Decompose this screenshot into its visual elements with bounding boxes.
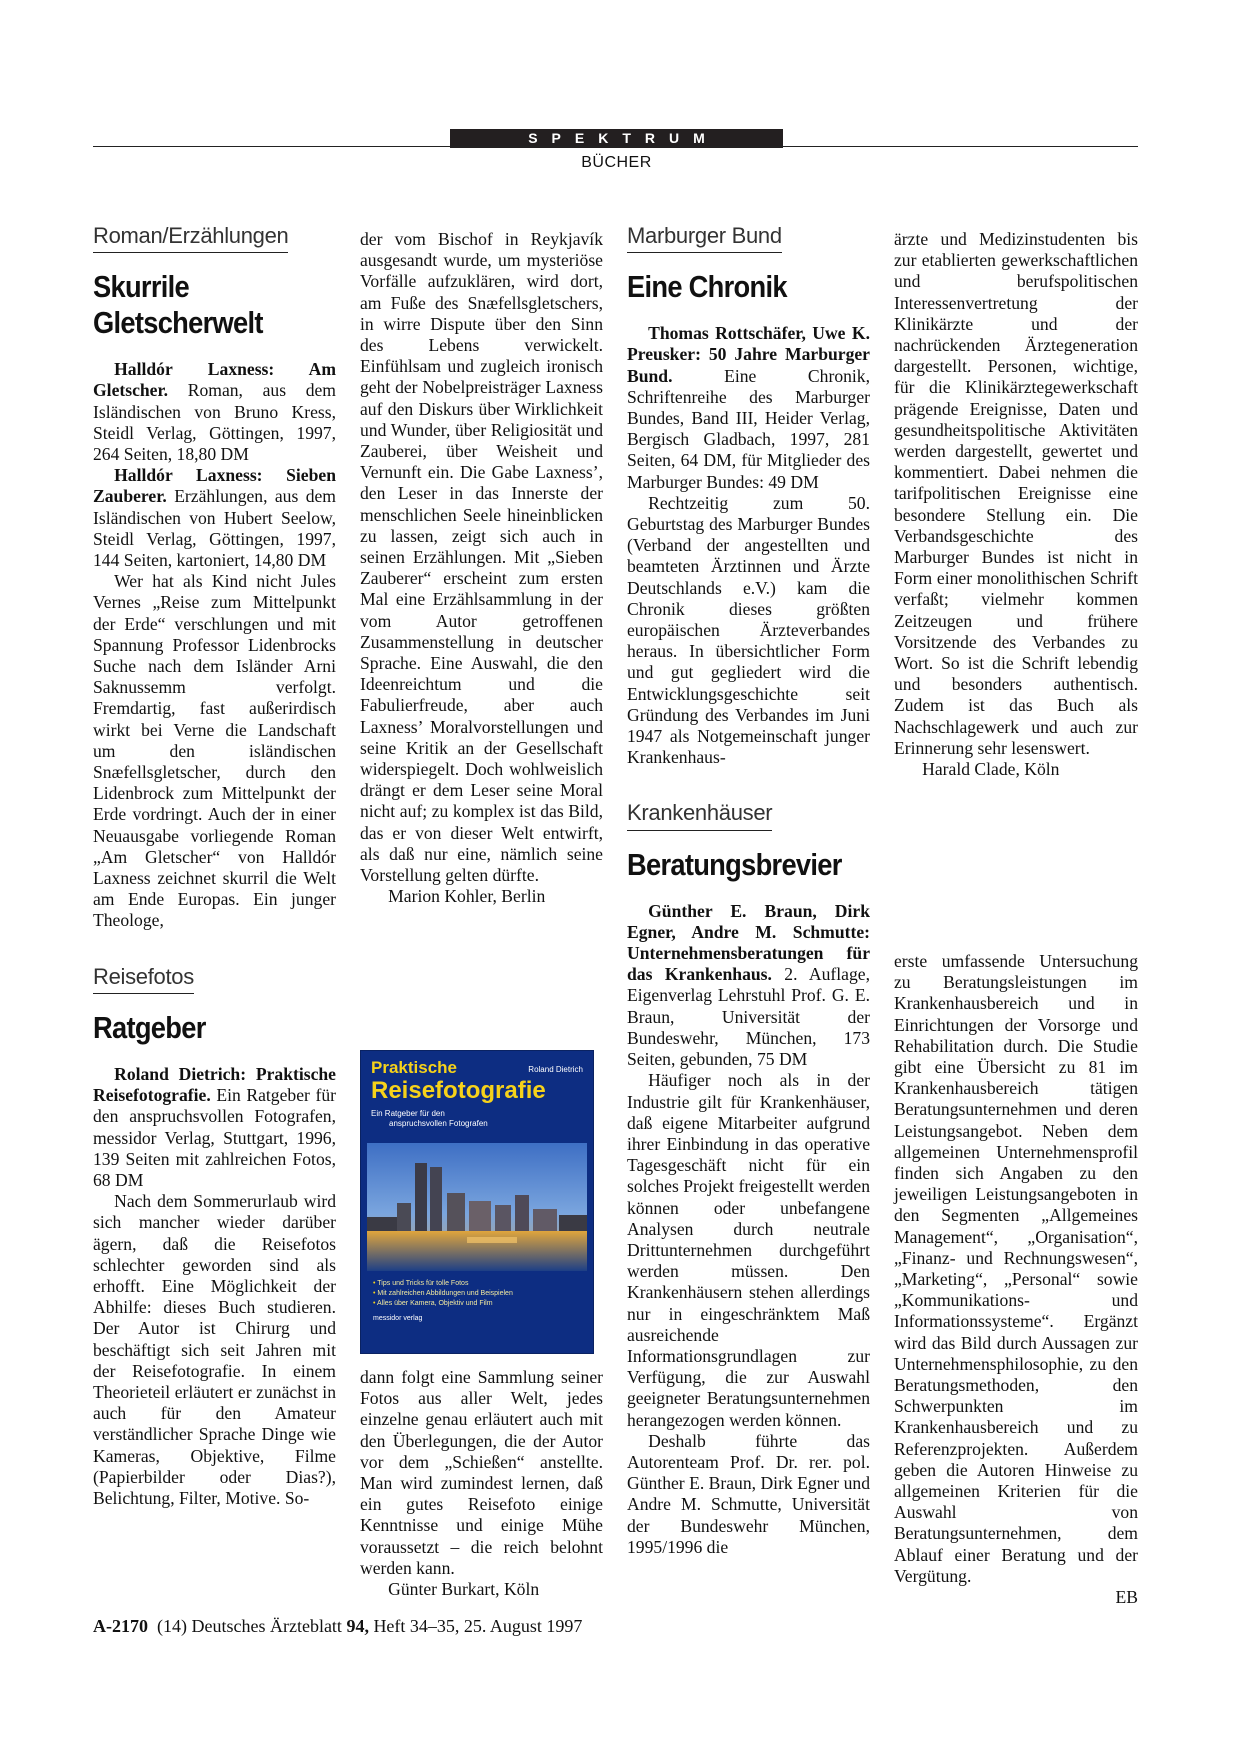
book-entry — [93, 1064, 336, 1191]
headline-roman-1: Skurrile — [93, 269, 189, 305]
footer-text: Heft 34–35, 25. August 1997 — [368, 1616, 583, 1636]
section-banner: SPEKTRUM — [450, 129, 783, 148]
kicker-marburger: Marburger Bund — [627, 225, 782, 253]
headline-roman-2: Gletscherwelt — [93, 305, 263, 341]
kicker-krankenhaeuser: Krankenhäuser — [627, 802, 772, 830]
book-details: Erzählungen, aus dem Isländischen von Hubert Seelow, Steidl Verlag, Göttingen, 1997, 144 Seiten, kartoniert, 14,80 DM — [93, 486, 336, 571]
book-entry — [93, 465, 336, 571]
article-author: Günter Burkart, Köln — [388, 1579, 540, 1600]
page-number: A-2170 — [93, 1616, 148, 1636]
book-details: 2. Auflage, Eigenverlag Lehrstuhl Prof. G. E. Braun, Universität der Bundeswehr, München, 173 Seiten, gebunden, 75 DM — [627, 964, 870, 1070]
column-2 — [360, 229, 603, 908]
footer-text: (14) Deutsches Ärzteblatt — [148, 1616, 347, 1636]
cover-title: Praktische — [371, 1058, 457, 1077]
volume-number: 94, — [346, 1616, 369, 1636]
article-body: dann folgt eine Sammlung seiner Fotos aus aller Welt, jedes einzelne genau erläutert auch mit den Überlegungen, die der Autor vor dem „Schießen“ anstellte. Man wird zumindest lernen, daß ein gutes Reisefoto einige Kenntnisse und einige Mühe voraussetzt – die reich belohnt werden kann. — [360, 1367, 603, 1578]
cover-subtitle-line: Ein Ratgeber für den — [371, 1109, 445, 1118]
cover-list-item: • Mit zahlreichen Abbildungen und Beispielen — [373, 1289, 513, 1299]
page-footer — [93, 1616, 582, 1637]
section-label: BÜCHER — [581, 154, 652, 171]
article-body: Rechtzeitig zum 50. Geburtstag des Marburger Bundes (Verband der angestellten und beamteten Ärztinnen und Ärzte Deutschlands e.V.) kam die Chronik dieses größten europäischen Ärzteverbandes heraus. In übersichtlicher Form und gut gegliedert wird die Entwicklungsgeschichte seit Gründung des Verbandes im Juni 1947 als Notgemeinschaft junger Krankenhaus- — [627, 492, 870, 768]
skyline-photo — [367, 1143, 587, 1271]
article-author: EB — [1115, 1587, 1138, 1608]
column-2-lower — [360, 1367, 603, 1600]
kicker-reisefotos: Reisefotos — [93, 966, 194, 994]
article-author: Harald Clade, Köln — [922, 759, 1060, 780]
article-body: der vom Bischof in Reykjavík ausgesandt wurde, um mysteriöse Vorfälle aufzuklären, wird dort, am Fuße des Snæfellsgletschers, in wirre Dispute über den Sinn des Lebens verwickelt. Einfühlsam und zugleich ironisch geht der Nobelpreisträger Laxness auf den Diskurs über Wirklichkeit und Wunder, über Religiosität und Zauberei, über Weisheit und Vernunft ein. Die Gabe Laxness’, den Leser in das Innerste der menschlichen Seele hineinblicken zu lassen, zeigt sich auch in seinen Erzählungen. Mit „Sieben Zauberer“ erscheint zum ersten Mal eine Erzählsammlung in der vom Autor getroffenen Zusammenstellung in deutscher Sprache. Eine Auswahl, die den Ideenreichtum und die Fabulierfreude, aber auch Laxness’ Moralvorstellungen und seine Kritik an der Gesellschaft widerspiegelt. Doch wohlweislich drängt er dem Leser seine Moral nicht auf; zu komplex ist das Bild, das er von dieser Welt entwirft, als daß nur eine, nämlich seine Vorstellung gelten dürfte. — [360, 229, 603, 886]
book-cover-image — [360, 1050, 594, 1354]
column-4 — [894, 229, 1138, 780]
column-4-lower — [894, 951, 1138, 1608]
article-author: Marion Kohler, Berlin — [388, 886, 546, 907]
book-entry — [627, 901, 870, 1071]
article-body: Deshalb führte das Autorenteam Prof. Dr. rer. pol. Günther E. Braun, Dirk Egner und Andre M. Schmutte, Universität der Bundeswehr München, 1995/1996 die — [627, 1430, 870, 1557]
cover-publisher: messidor verlag — [373, 1315, 423, 1322]
book-title: Roland Dietrich: Praktische Reisefotografie. — [93, 1063, 336, 1106]
book-details: Ein Ratgeber für den anspruchsvollen Fotografen, messidor Verlag, Stuttgart, 1996, 139 Seiten mit zahlreichen Fotos, 68 DM — [93, 1085, 336, 1190]
cover-author: Roland Dietrich — [528, 1065, 583, 1074]
column-1 — [93, 225, 336, 1509]
article-body: erste umfassende Untersuchung zu Beratungsleistungen im Krankenhausbereich und in Einrichtungen der Vorsorge und Rehabilitation durch. Die Studie gibt eine Übersicht zu 81 im Krankenhausbereich tätigen Beratungsunternehmen und deren Leistungsangebot. Neben dem allgemeinen Unternehmensprofil finden sich Angaben zu den jeweiligen Leistungsangeboten in den Segmenten „Allgemeines Management“, „Organisation“, „Finanz- und Rechnungswesen“, „Marketing“, „Personal“ sowie „Kommunikations- und Informationssysteme“. Ergänzt wird das Bild durch Aussagen zur Unternehmensphilosophie, zu den Beratungsmethoden, den Schwerpunkten im Krankenhausbereich und zu Referenzprojekten. Außerdem geben die Autoren Hinweise zu allgemeinen Kriterien für die Auswahl von Beratungsunternehmen, dem Ablauf einer Beratung und der Vergütung. — [894, 951, 1138, 1586]
cover-title: Reisefotografie — [371, 1077, 546, 1104]
kicker-roman: Roman/Erzählungen — [93, 225, 288, 253]
book-details: Roman, aus dem Isländischen von Bruno Kress, Steidl Verlag, Göttingen, 1997, 264 Seiten, 18,80 DM — [93, 380, 336, 465]
cover-list — [373, 1279, 513, 1309]
cover-subtitle-line: anspruchsvollen Fotografen — [389, 1119, 488, 1128]
cover-subtitle — [371, 1109, 488, 1129]
column-3 — [627, 225, 870, 1558]
article-body: ärzte und Medizinstudenten bis zur etablierten gewerkschaftlichen und berufspolitischen Interessenvertretung der Klinikärzte und der nachrückenden Ärztegeneration dargestellt. Personen, wichtige, für die Klinikärztegewerkschaft prägende Ereignisse, Daten und gesundheitspolitische Aktivitäten werden dargestellt, gewertet und kommentiert. Dabei nehmen die tarifpolitischen Ereignisse eine besondere Stellung ein. Die Verbandsgeschichte des Marburger Bundes ist nicht in Form einer monolithischen Schrift verfaßt; vielmehr kommen Zeitzeugen und frühere Vorsitzende des Verbandes zu Wort. So ist die Schrift lebendig und besonders authentisch. Zudem ist das Buch als Nachschlagewerk und auch zur Erinnerung sehr lesenswert. — [894, 229, 1138, 758]
article-body: Wer hat als Kind nicht Jules Vernes „Reise zum Mittelpunkt der Erde“ verschlungen und mit Spannung Professor Lidenbrocks Suche nach dem Isländer Arni Saknussemm verfolgt. Fremdartig, fast außerirdisch wirkt bei Verne die Landschaft um den isländischen Snæfellsgletscher, durch den Lidenbrock zum Mittelpunkt der Erde vordringt. Auch der in einer Neuausgabe vorliegende Roman „Am Gletscher“ von Halldór Laxness zeichnet skurril die Welt am Ende Europas. Ein junger Theologe, — [93, 571, 336, 931]
book-details: Eine Chronik, Schriftenreihe des Marburger Bundes, Band III, Heider Verlag, Bergisch Gladbach, 1997, 281 Seiten, 64 DM, für Mitglieder des Marburger Bundes: 49 DM — [627, 365, 870, 492]
book-entry — [627, 323, 870, 493]
article-body: Nach dem Sommerurlaub wird sich mancher wieder darüber ägern, daß die Reisefotos schlechter geworden sind als erhofft. Eine Möglichkeit der Abhilfe: dieses Buch studieren. Der Autor ist Chirurg und beschäftigt sich seit Jahren mit der Reisefotografie. In einem Theorieteil erläutert er zunächst in auch für den Amateur verständlicher Sprache Dinge wie Kameras, Objektive, Filme (Papierbilder oder Dias?), Belichtung, Filter, Motive. So- — [93, 1191, 336, 1508]
headline-marburger: Eine Chronik — [627, 269, 787, 305]
article-body: Häufiger noch als in der Industrie gilt für Krankenhäuser, daß eigene Mitarbeiter aufgrund ihrer Einbindung in das operative Tagesgeschäft nicht für ein solches Projekt freigestellt werden können oder unbefangene Analysen durch neutrale Drittunternehmen durchgeführt werden müssen. Den Krankenhäusern stehen allerdings nur in eingeschränktem Maß ausreichende Informationsgrundlagen zur Verfügung, die zur Auswahl geeigneter Beratungsunternehmen herangezogen werden können. — [627, 1070, 870, 1430]
book-entry — [93, 359, 336, 465]
book-title: Halldór Laxness: Am Gletscher. — [93, 359, 336, 401]
cover-list-item: • Tips und Tricks für tolle Fotos — [373, 1279, 513, 1289]
header-rule — [93, 146, 1138, 147]
cover-list-item: • Alles über Kamera, Objektiv und Film — [373, 1299, 513, 1309]
book-title: Günther E. Braun, Dirk Egner, Andre M. Schmutte: Unternehmensberatungen für das Krankenhaus. — [627, 900, 870, 985]
book-title: Halldór Laxness: Sieben Zauberer. — [93, 465, 336, 507]
headline-reisefotos: Ratgeber — [93, 1009, 206, 1045]
book-title: Thomas Rottschäfer, Uwe K. Preusker: 50 Jahre Marburger Bund. — [627, 323, 870, 386]
headline-krankenhaeuser: Beratungsbrevier — [627, 846, 842, 882]
